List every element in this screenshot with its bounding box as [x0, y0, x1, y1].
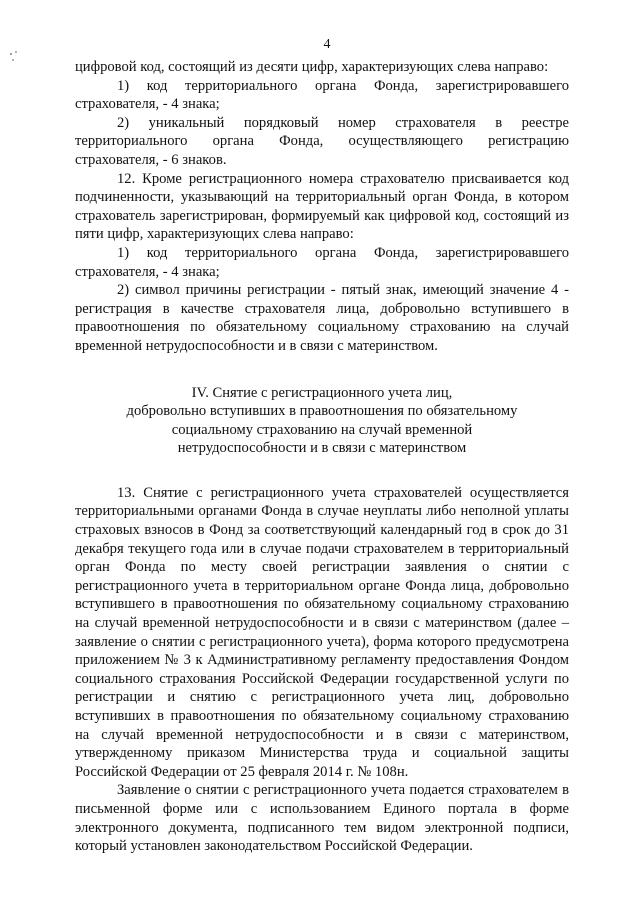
scan-mark-icon	[8, 50, 22, 64]
paragraph-application: Заявление о снятии с регистрационного учета подается страхователем в письменной форме или с использованием Единого портала в форме электронного документа, подписанного тем видом электронной подписи, который установлен законодательством Российской Федерации.	[75, 782, 569, 855]
paragraph-12: 12. Кроме регистрационного номера страхователю присваивается код подчиненности, указывающий на территориальный орган Фонда, в котором страхователь зарегистрирован, формируемый как цифровой код, состоящий из пяти цифр, характеризующих слева направо:	[75, 170, 569, 243]
section-heading-line: социальному страхованию на случай временной	[171, 421, 473, 438]
section-heading-line: добровольно вступивших в правоотношения по обязательному	[126, 403, 518, 420]
paragraph-code-digits: цифровой код, состоящий из десяти цифр, характеризующих слева направо:	[75, 59, 549, 75]
paragraph-item-2: 2) уникальный порядковый номер страхователя в реестре территориального органа Фонда, осуществляющего регистрацию страхователя, - 6 знаков.	[75, 114, 569, 168]
page-number: 4	[323, 37, 331, 52]
paragraph-13: 13. Снятие с регистрационного учета страхователей осуществляется территориальными органами Фонда в случае неуплаты либо неполной уплаты страховых взносов в Фонд за соответствующий календарный год в срок до 31 декабря текущего года или в случае подачи страхователем в территориальный орган Фонда по месту своей регистрации заявления о снятии с регистрационного учета в территориальном органе Фонда лица, добровольно вступившего в правоотношения по обязательному социальному страхованию на случай временной нетрудоспособности и в связи с материнством (далее – заявление о снятии с регистрационного учета), форма которого предусмотрена приложением № 3 к Административному регламенту предоставления Фондом социального страхования Российской Федерации государственной услуги по регистрации и снятию с регистрационного учета лиц, добровольно вступивших в правоотношения по обязательному социальному страхованию на случай временной нетрудоспособности и в связи с материнством, утвержденному приказом Министерства труда и социальной защиты Российской Федерации от 25 февраля 2014 г. № 108н.	[75, 484, 569, 780]
paragraph-item-1: 1) код территориального органа Фонда, зарегистрировавшего страхователя, - 4 знака;	[75, 77, 569, 113]
paragraph-12-item-1: 1) код территориального органа Фонда, зарегистрировавшего страхователя, - 4 знака;	[75, 244, 569, 280]
section-heading-line: IV. Снятие с регистрационного учета лиц,	[191, 384, 453, 401]
section-heading-iv	[75, 384, 569, 458]
section-heading-line: нетрудоспособности и в связи с материнством	[177, 440, 467, 457]
paragraph-12-item-2: 2) символ причины регистрации - пятый знак, имеющий значение 4 - регистрация в качестве страхователя лица, добровольно вступившего в правоотношения по обязательному социальному страхованию на случай временной нетрудоспособности и в связи с материнством.	[75, 282, 569, 354]
